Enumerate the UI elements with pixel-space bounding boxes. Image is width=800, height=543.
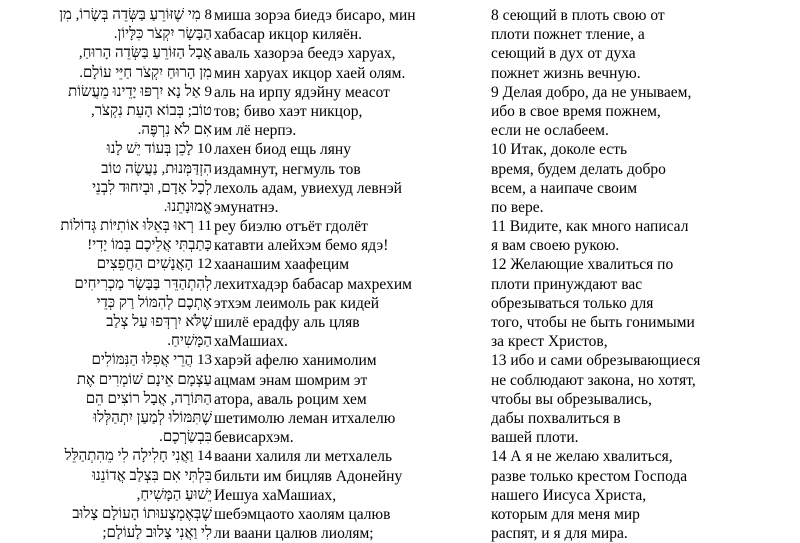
transliteration-line: реу биэлю отъёт гдолёт (214, 218, 368, 236)
hebrew-line: 11 רְאוּ בְּאֵלּוּ אוֹתִיּוֹת גְּדוֹלוֹת (60, 218, 212, 235)
translation-line: которым для меня мир (491, 505, 640, 523)
transliteration-line: аваль хазорэа беедэ харуах, (214, 45, 396, 63)
hebrew-line: לִי וַאֲנִי צָלוּב לָעוֹלָם; (102, 525, 212, 542)
hebrew-line: כָּתַבְתִּי אֲלֵיכֶם בְּמוֹ יָדִי! (87, 237, 212, 254)
hebrew-line: אֶתְכֶם לְהִמּוֹל רַק כְּדֵי (96, 294, 212, 311)
translation-line: обрезываться только для (491, 294, 654, 312)
transliteration-line: харэй афелю ханимолим (214, 352, 377, 370)
transliteration-line: катавти алейхэм бемо ядэ! (214, 237, 389, 255)
transliteration-line: этхэм леимоль рак кидей (214, 294, 380, 312)
hebrew-line: אֲבָל הַזּוֹרֵעַ בַּשְּׂדֵה הָרוּחַ, (78, 45, 212, 62)
transliteration-line: бильти им бицляв Адонейну (214, 467, 403, 485)
translation-line: пожнет жизнь вечную. (491, 64, 641, 82)
hebrew-line: יֵשׁוּעַ הַמָּשִׁיחַ, (136, 486, 212, 503)
translation-line: плоти пожнет тление, а (491, 26, 645, 44)
translation-line: 9 Делая добро, да не унываем, (491, 83, 692, 101)
transliteration-line: шебэмцаото хаолям цалюв (214, 505, 391, 523)
translation-line: вашей плоти. (491, 429, 579, 447)
hebrew-line: עַצְמָם אֵינָם שׁוֹמְרִים אֶת (76, 371, 212, 388)
transliteration-line: издамнут, негмуль тов (214, 160, 361, 178)
transliteration-line: лехитхадэр бабасар махрехим (214, 275, 412, 293)
hebrew-line: אִם לֹא נִרְפֶּה. (137, 122, 212, 139)
translation-line: дабы похвалиться в (491, 409, 621, 427)
transliteration-line: бевисархэм. (214, 429, 294, 447)
transliteration-line: хабасар икцор киляён. (214, 26, 362, 44)
translation-line: плоти принуждают вас (491, 275, 643, 293)
transliteration-line: аль на ирпу ядэйну меасот (214, 83, 390, 101)
hebrew-line: לְכָל אָדָם, וּבְיִחוּד לִבְנֵי (92, 179, 212, 196)
translation-column (491, 6, 796, 543)
hebrew-line: 9 אַל נָא יִרְפּוּ יָדֵינוּ מֵעֲשׂוֹת (68, 83, 212, 100)
transliteration-line: мин харуах икцор хаей олям. (214, 64, 406, 82)
translation-line: время, будем делать добро (491, 160, 666, 178)
hebrew-column (4, 6, 212, 543)
hebrew-line: בִּבְשַׂרְכֶם. (159, 429, 212, 446)
hebrew-line: הִזְדַּמְּנוּת, נַעֲשֶׂה טוֹב (101, 160, 212, 177)
translation-line: чтобы вы обрезывались, (491, 390, 652, 408)
translation-line: по вере. (491, 198, 544, 216)
translation-line: нашего Иисуса Христа, (491, 486, 647, 504)
transliteration-line: шилё ерадфу аль цляв (214, 314, 360, 331)
transliteration-line: хаанашим хаафецим (214, 256, 350, 274)
translation-line: я вам своею рукою. (491, 237, 620, 255)
transliteration-line: ацмам энам шомрим эт (214, 371, 368, 389)
translation-line: ибо в свое время пожнем, (491, 102, 661, 120)
hebrew-line: הַבָּשָׂר יִקְצֹר כִּלָּיוֹן. (113, 26, 212, 43)
translation-line: не соблюдают закона, но хотят, (491, 371, 696, 389)
translation-line: 10 Итак, доколе есть (491, 141, 628, 159)
hebrew-line: הַתּוֹרָה, אֲבָל רוֹצִים הֵם (85, 390, 212, 407)
translation-line: если не ослабеем. (491, 122, 609, 140)
translation-line: распят, и я для мира. (491, 525, 628, 543)
transliteration-line: шетимолю леман итхалелю (214, 409, 396, 427)
transliteration-line: ваани халиля ли метхалель (214, 448, 393, 466)
hebrew-line: שֶׁתִּמּוֹלוּ לְמַעַן יִתְהַלְּלוּ (93, 409, 212, 426)
hebrew-line: בִּלְתִּי אִם בִּצְלַב אֲדוֹנֵנוּ (92, 467, 212, 484)
transliteration-line: им лё нерпэ. (214, 122, 297, 140)
transliteration-line: атора, аваль роцим хем (214, 390, 367, 408)
hebrew-line: שֶׁלֹּא יִרְדְּפוּ עַל צְלַב (106, 314, 212, 330)
translation-line: того, чтобы не быть гонимыми (491, 314, 695, 331)
hebrew-line: 8 מִי שֶׁזּוֹרֵעַ בַּשְּׂדֵה בְּשָׂרוֹ, מִן (59, 7, 212, 23)
hebrew-line: לְהִתְהַדֵּר בַּבָּשָׂר מַכְרִיחִים (74, 275, 212, 292)
translation-line: 12 Желающие хвалиться по (491, 256, 674, 274)
translation-line: 11 Видите, как много написал (491, 218, 689, 236)
transliteration-line: эмунатнэ. (214, 198, 279, 216)
transliteration-line: лехоль адам, увиехуд левнэй (214, 179, 402, 197)
transliteration-line: Иешуа хаМашиах, (214, 486, 337, 504)
hebrew-line: הַמָּשִׁיחַ. (167, 333, 212, 350)
translation-line: сеющий в дух от духа (491, 45, 636, 63)
transliteration-line: тов; биво хаэт никцор, (214, 102, 363, 120)
hebrew-line: שֶׁבְּאֶמְצָעוּתוֹ הָעוֹלָם צָלוּב (72, 505, 212, 522)
translation-line: разве только крестом Господа (491, 467, 688, 485)
hebrew-line: 13 הֲרֵי אֲפִלּוּ הַנִּמּוֹלִים (91, 352, 212, 369)
hebrew-line: טוֹב; בְּבוֹא הָעֵת נִקְצֹר, (91, 102, 212, 119)
transliteration-line: лахен биод ещь ляну (214, 141, 351, 159)
hebrew-line: אֱמוּנָתֵנוּ. (163, 198, 212, 215)
transliteration-line: хаМашиах. (214, 333, 288, 351)
transliteration-column (214, 6, 464, 543)
translation-line: 8 сеющий в плоть свою от (491, 7, 665, 24)
transliteration-line: миша зорэа биедэ бисаро, мин (214, 7, 416, 24)
hebrew-line: 14 וַאֲנִי חָלִילָה לִי מֵהִתְהַלֵּל (64, 448, 212, 465)
translation-line: за крест Христов, (491, 333, 608, 351)
hebrew-line: 10 לָכֵן בְּעוֹד יֵשׁ לָנוּ (106, 141, 212, 158)
translation-line: 13 ибо и сами обрезывающиеся (491, 352, 701, 370)
transliteration-line: ли ваани цалюв лиолям; (214, 525, 374, 543)
translation-line: 14 А я не желаю хвалиться, (491, 448, 673, 466)
hebrew-line: מִן הָרוּחַ יִקְצֹר חַיֵּי עוֹלָם. (79, 64, 212, 81)
hebrew-line: 12 הָאֲנָשִׁים הַחֲפֵצִים (96, 256, 212, 273)
translation-line: всем, а наипаче своим (491, 179, 638, 197)
